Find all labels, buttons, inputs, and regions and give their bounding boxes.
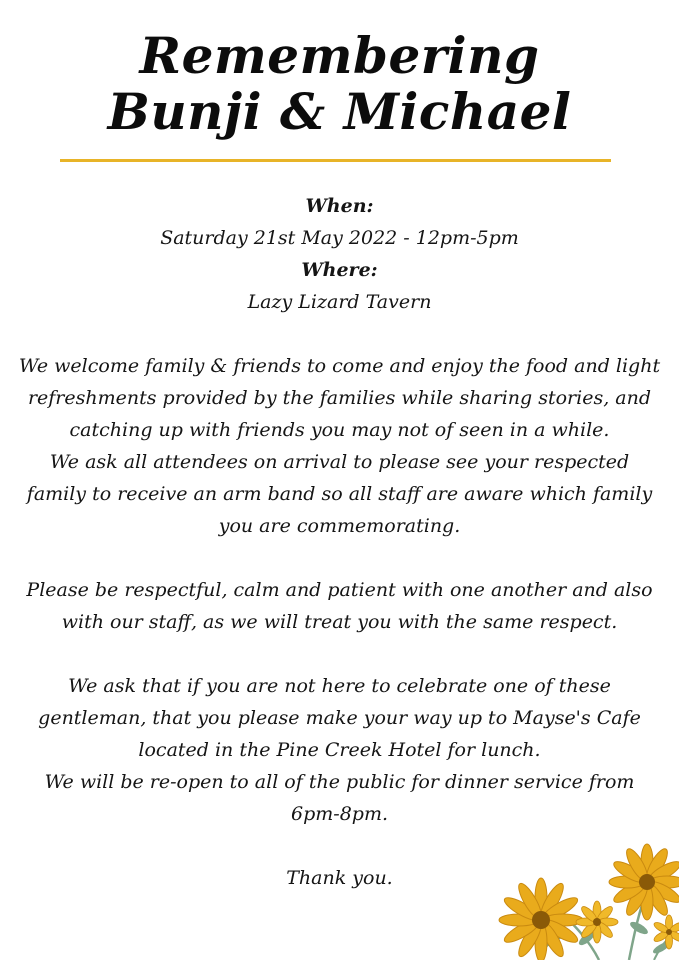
dinner-paragraph: We will be re-open to all of the public for dinner service from 6pm-8pm.: [44, 771, 635, 825]
spacer: [18, 542, 661, 574]
cafe-paragraph: We ask that if you are not here to celebrate one of these gentleman, that you please make your way up to Mayse's Cafe located in the Pine Creek Hotel for lunch.: [38, 675, 641, 761]
welcome-paragraph: We welcome family & friends to come and enjoy the food and light refreshments provided by the families while sharing stories, and catching up with friends you may not of seen in a while.: [18, 355, 661, 441]
where-label: Where:: [301, 259, 378, 281]
spacer: [18, 318, 661, 350]
title-line-1: Remembering: [139, 26, 540, 85]
title-line-2: Bunji & Michael: [107, 82, 572, 141]
when-label: When:: [305, 195, 374, 217]
page-title: [0, 28, 679, 140]
respect-paragraph: Please be respectful, calm and patient with one another and also with our staff, as we will treat you with the same respect.: [26, 579, 653, 633]
where-value: Lazy Lizard Tavern: [247, 291, 432, 313]
thank-you-text: Thank you.: [286, 867, 393, 889]
event-details: [18, 190, 661, 894]
title-divider: [60, 159, 611, 162]
spacer: [18, 638, 661, 670]
armband-paragraph: We ask all attendees on arrival to please see your respected family to receive an arm band so all staff are aware which family you are commemorating.: [26, 451, 653, 537]
yellow-flowers-icon: [479, 840, 679, 960]
when-value: Saturday 21st May 2022 - 12pm-5pm: [160, 227, 519, 249]
